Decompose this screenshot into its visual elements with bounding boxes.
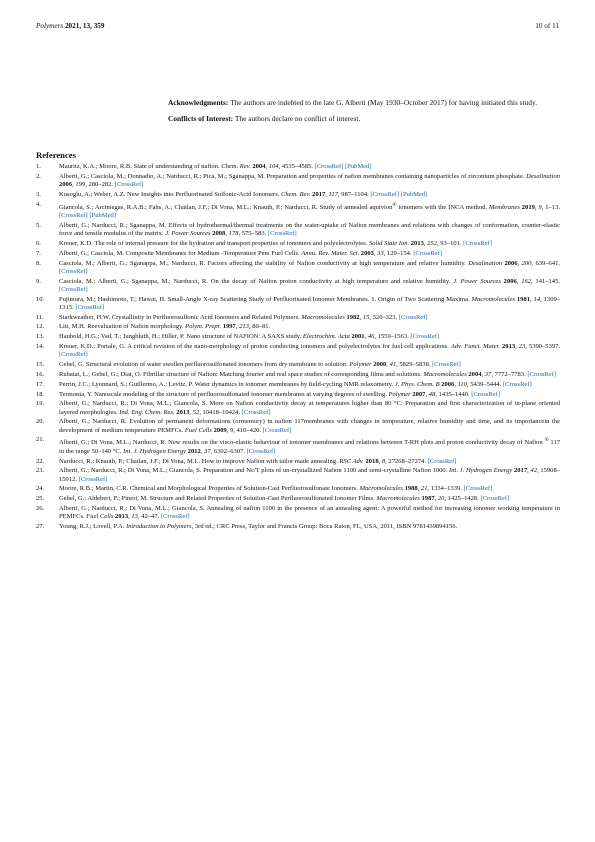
reference-number: 6. (36, 239, 41, 247)
crossref-link[interactable]: [CrossRef] (463, 239, 492, 247)
journal-name: Polymers (36, 22, 64, 30)
reference-item (36, 436, 560, 455)
reference-item (36, 260, 560, 276)
reference-item (36, 418, 560, 434)
crossref-link[interactable]: [CrossRef] (75, 303, 105, 311)
reference-item (36, 485, 560, 493)
reference-number: 22. (36, 457, 45, 465)
reference-text: Haubold, H.G.; Vad, T.; Jungbluth, H.; Hiller, P. Nano structure of NAFION: A SAXS study. Electrochim. Acta 2001, 46, 1559–1563. [CrossRef] (59, 333, 440, 341)
crossref-link[interactable]: [CrossRef] (463, 485, 493, 493)
reference-item (36, 391, 560, 399)
crossref-link[interactable]: [CrossRef] (114, 181, 144, 188)
reference-number: 5. (36, 221, 41, 229)
crossref-link[interactable]: [CrossRef] (59, 285, 88, 293)
crossref-link[interactable]: [CrossRef] (480, 495, 510, 503)
pubmed-link[interactable]: [PubMed] (400, 190, 428, 198)
reference-item (36, 343, 560, 359)
reference-item (36, 240, 560, 248)
crossref-link[interactable]: [CrossRef] (59, 267, 88, 275)
reference-text: Kusoglu, A.; Weber, A.Z. New Insights into Perfluorinated Sulfonic-Acid Ionomers. Chem. Rev. 2017, 117, 987–1104. [CrossRef] [PubMed] (59, 190, 428, 198)
reference-text: Alberti, G.; Casciola, M. Composite Membranes for Medium -Temperature Pem Fuel Cells. Annu. Rev. Mater. Sci. 2003, 33, 129–154. [CrossRef] (59, 249, 442, 257)
reference-text: Alberti, G.; Narducci, R.; Di Vona, M.L.; Giancola, S. Preparation and Nc/T plots of un-crystallized Nafion 1100 and semi-crystalline Nafion 1000. Int. J. Hydrogen Energy 2017, 42, 15908–15912. [CrossRef] (59, 467, 560, 483)
conflicts-heading: Conflicts of Interest: (168, 113, 234, 123)
reference-item (36, 467, 560, 483)
reference-number: 14. (36, 343, 45, 351)
reference-number: 27. (36, 523, 45, 531)
reference-text: Casciola, M.; Alberti, G.; Sganappa, M.; Narducci, R. On the decay of Nafion proton conductivity at high temperature and relative humidity. J. Power Sources 2006, 162, 141–145. [CrossRef] (59, 277, 560, 293)
reference-item (36, 250, 560, 258)
pubmed-link[interactable]: [PubMed] (89, 212, 116, 220)
reference-item (36, 505, 560, 521)
reference-text: Alberti, G.; Narducci, R. Evolution of permanent deformations (ormemory) in nafion 117membranes with changes in temperature, relative humidity and time, and its importancein the development of medium temperature PEMFCs. Fuel Cells 2009, 9, 410–420. [CrossRef] (59, 418, 560, 434)
reference-item (36, 458, 560, 466)
crossref-link[interactable]: [CrossRef] (59, 351, 88, 359)
crossref-link[interactable]: [CrossRef] (262, 426, 292, 434)
reference-number: 2. (36, 172, 41, 180)
reference-number: 16. (36, 370, 45, 378)
reference-number: 26. (36, 505, 45, 513)
crossref-link[interactable]: [CrossRef] (59, 212, 88, 220)
crossref-link[interactable]: [CrossRef] (413, 249, 442, 257)
crossref-link[interactable]: [CrossRef] (78, 475, 108, 483)
reference-text: Alberti, G.; Di Vona, M.L.; Narducci, R. New results on the visco-elastic behaviour of ionomer membranes and relations between T-RH plots and proton conductivity decay of Nafion ® 117 in the range 50–140 °C. Int. J. Hydrogen Energy 2012, 37, 6302–6307. [CrossRef] (59, 437, 560, 455)
crossref-link[interactable]: [CrossRef] (314, 163, 344, 170)
conflicts-of-interest (168, 114, 560, 124)
reference-item (36, 400, 560, 416)
reference-number: 7. (36, 249, 41, 257)
reference-item (36, 323, 560, 331)
reference-number: 12. (36, 323, 45, 331)
reference-number: 20. (36, 418, 45, 426)
reference-number: 8. (36, 259, 41, 267)
pubmed-link[interactable]: [PubMed] (344, 163, 372, 170)
reference-number: 11. (36, 313, 44, 321)
reference-text: Gebel, G.; Aldebert, P.; Pineri, M. Structure and Related Properties of Solution-Cast Perfluorosulfonated Ionomer Films. Macromolecules 1987, 20, 1425–1428. [CrossRef] (59, 495, 510, 503)
crossref-link[interactable]: [CrossRef] (246, 447, 276, 455)
reference-text: Rubatat, L.; Gebel, G.; Diat, O. Fibrillar structure of Nafion: Matching fourier and real space studies of corresponding films and solutions. Macromolecules 2004, 37, 7772–7783. [CrossRef] (59, 370, 557, 378)
reference-item (36, 495, 560, 503)
reference-item (36, 163, 560, 171)
reference-number: 1. (36, 163, 41, 170)
reference-list (36, 163, 560, 533)
crossref-link[interactable]: [CrossRef] (241, 408, 271, 416)
crossref-link[interactable]: [CrossRef] (398, 313, 428, 321)
crossref-link[interactable]: [CrossRef] (502, 380, 532, 388)
reference-number: 17. (36, 380, 45, 388)
reference-item (36, 201, 560, 220)
crossref-link[interactable]: [CrossRef] (432, 361, 461, 369)
reference-text: Gebel, G. Structural evolution of water swollen perfluorosulfonated ionomers from dry membrane to solution. Polymer 2000, 41, 5829–5838. [CrossRef] (59, 361, 461, 369)
reference-text: Narducci, R.; Knauth, P.; Chailan, J.F.; Di Vona, M.L. How to improve Nafion with tailor made annealing. RSC Adv. 2018, 8, 27268–27274. [CrossRef] (59, 457, 457, 465)
acknowledgments-heading: Acknowledgments: (168, 98, 229, 107)
reference-item (36, 314, 560, 322)
reference-text: Starkweather, H.W. Crystallinity in Perfluorosulfonic Acid Ionomers and Related Polymers. Macromolecules 1982, 15, 320–323. [CrossRef] (59, 313, 428, 321)
reference-text: Termonia, Y. Nanoscale modeling of the structure of perfluorosulfonated ionomer membranes at varying degrees of swelling. Polymer 2007, 48, 1435–1440. [CrossRef] (59, 390, 501, 398)
reference-text: Kreuer, K.D. The role of internal pressure for the hydration and transport properties of ionomers and polyelectrolytes. Solid State Ion. 2013, 252, 93–101. [CrossRef] (59, 239, 492, 247)
reference-number: 13. (36, 333, 45, 341)
crossref-link[interactable]: [CrossRef] (267, 230, 297, 238)
crossref-link[interactable]: [CrossRef] (160, 513, 190, 521)
reference-number: 25. (36, 495, 45, 503)
reference-text: Perrin, J.C.; Lyonnard, S.; Guillermo, A.; Levitz, P. Water dynamics in ionomer membranes by field-cycling NMR relaxometry. J. Phys. Chem. B 2006, 110, 5439–5444. [CrossRef] (59, 380, 532, 388)
acknowledgments (168, 98, 560, 108)
reference-item (36, 278, 560, 294)
reference-text: Mauritz, K.A.; Moore, R.B. State of understanding of nafion. Chem. Rev. 2004, 104, 4535–4585. [CrossRef] [PubMed] (59, 163, 372, 170)
reference-number: 19. (36, 400, 45, 408)
reference-item (36, 333, 560, 341)
crossref-link[interactable]: [CrossRef] (370, 190, 400, 198)
reference-number: 10. (36, 295, 45, 303)
reference-number: 24. (36, 485, 45, 493)
reference-text: Alberti, G.; Narducci, R.; Sganappa, M. Effects of hydrothermal/thermal treatments on the water-uptake of Nafion membranes and relations with changes of conformation, counter-elastic force and tensile modulus of the matrix. J. Power Sources 2008, 178, 575–583. [CrossRef] (59, 221, 560, 238)
reference-number: 15. (36, 361, 45, 369)
reference-text: Alberti, G.; Casciola, M.; Donnadio, A.; Narducci, R.; Pica, M.; Sganappa, M. Preparation and properties of nafion membranes containing nanoparticles of zirconium phosphate. Desalination 2006, 199, 280–282. [CrossRef] (59, 172, 560, 188)
citation: 2021, 13, 359 (64, 22, 105, 30)
reference-number: 3. (36, 190, 41, 198)
reference-number: 23. (36, 467, 45, 475)
page-number: 10 of 11 (535, 22, 559, 30)
reference-item (36, 173, 560, 189)
journal-citation (36, 22, 104, 30)
reference-text: Giancola, S.; Arciniegas, R.A.B.; Fahs, A.; Chailan, J.F.; Di Vona, M.L.; Knauth, P.; Narducci, R. Study of annealed aquivion® ionomers with the INCA method. Membranes 2019, 9, 1–13. [CrossRef] [PubMed] (59, 201, 560, 220)
reference-item (36, 361, 560, 369)
crossref-link[interactable]: [CrossRef] (410, 333, 440, 341)
reference-item (36, 296, 560, 312)
conflicts-text: The authors declare no conflict of interest. (233, 113, 361, 123)
reference-item (36, 523, 560, 531)
reference-text: Kreuer, K.D.; Portale, G. A critical revision of the nano-morphology of proton conducting ionomers and polyelectrolytes for fuel cell applications. Adv. Funct. Mater. 2013, 23, 5390–5397. [CrossRef] (59, 343, 561, 359)
reference-number: 21. (36, 436, 45, 444)
reference-text: Alberti, G.; Narducci, R.; Di Vona, M.L.; Giancola, S. More on Nafion conductivity decay at temperatures higher than 80 °C: Preparation and first characterization of in-plane oriented layered morphologies. Ind. Eng. Chem. Res. 2013, 52, 10418–10424. [CrossRef] (59, 400, 560, 416)
back-matter (168, 98, 560, 130)
reference-text: Moore, R.B.; Martin, C.R. Chemical and Morphological Properties of Solution-Cast Perfluorosulfonate Ionomers. Macromolecules 1988, 21, 1334–1339. [CrossRef] (59, 485, 493, 493)
reference-number: 4. (36, 200, 41, 208)
reference-text: Litt, M.H. Reevaluation of Nafion morphology. Polym. Prepr. 1997, 213, 80–81. (59, 323, 271, 331)
running-header (36, 22, 559, 30)
reference-text: Alberti, G.; Narducci, R.; Di Vona, M.L.; Giancola, S. Annealing of nafion 1100 in the presence of an annealing agent: A powerful method for increasing ionomer working temperature in PEMFCs. Fuel Cells 2013, 13, 42–47. [CrossRef] (59, 505, 560, 521)
reference-text: Young, R.J.; Lovell, P.A. Introduction to Polymers, 3rd ed.; CRC Press, Taylor and Francis Group: Boca Raton, FL, USA, 2011, ISBN 9781439894156. (59, 523, 458, 531)
reference-text: Casciola, M.; Alberti, G.; Sganappa, M.; Narducci, R. Factors affecting the stability of Nafion conductivity at high temperature and relative humidity. Desalination 2006, 200, 639–641. [CrossRef] (59, 259, 561, 275)
crossref-link[interactable]: [CrossRef] (527, 370, 557, 378)
references-heading: References (36, 150, 76, 160)
reference-item (36, 191, 560, 199)
acknowledgments-text: The authors are indebted to the late G. Alberti (May 1930–October 2017) for having initiated this study. (228, 98, 538, 107)
reference-number: 18. (36, 390, 45, 398)
reference-item (36, 381, 560, 389)
reference-text: Fujimura, M.; Hashimoto, T.; Hawai, H. Small-Angle X-ray Scattering Study of Perfluorinated Ionomer Membranes. 1. Origin of Two Scattering Maxima. Macromolecules 1981, 14, 1309–1315. [CrossRef] (59, 295, 561, 311)
reference-number: 9. (36, 277, 41, 285)
crossref-link[interactable]: [CrossRef] (471, 390, 501, 398)
reference-item (36, 222, 560, 238)
reference-item (36, 371, 560, 379)
crossref-link[interactable]: [CrossRef] (427, 457, 457, 465)
